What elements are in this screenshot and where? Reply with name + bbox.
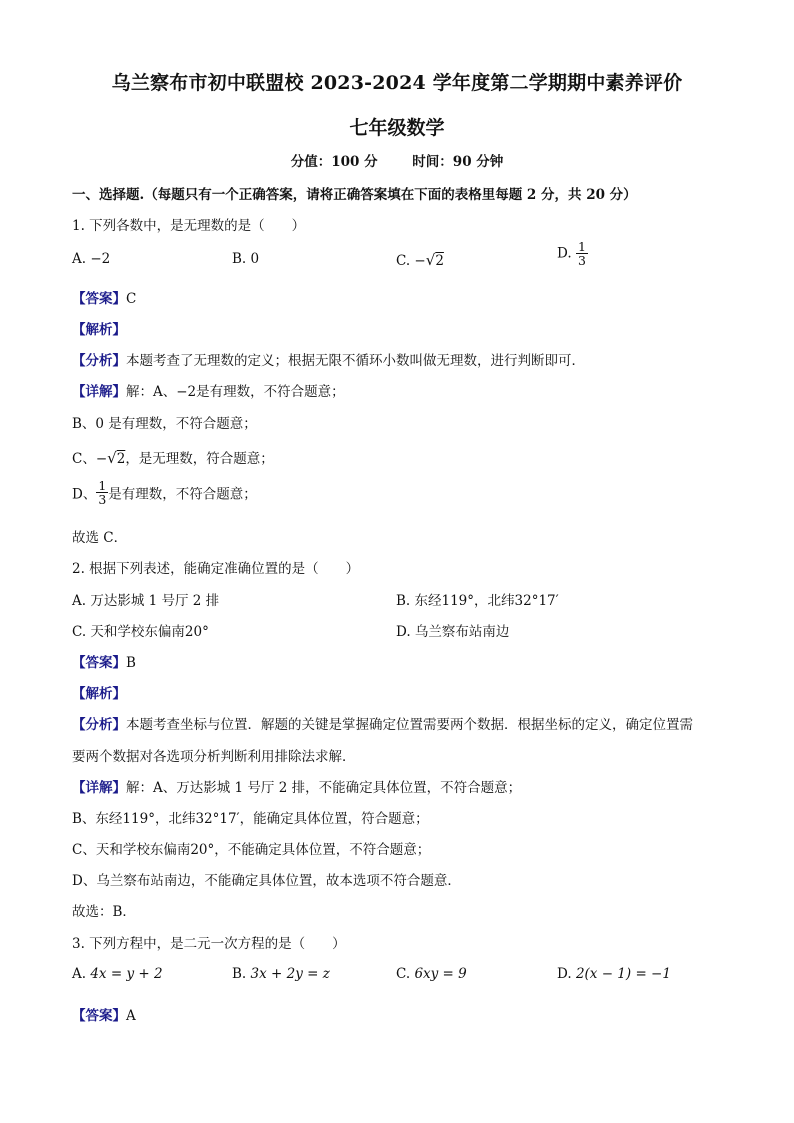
detail-d-prefix: D、 bbox=[72, 486, 97, 503]
detail-c-prefix: C、− bbox=[72, 451, 108, 467]
q1-option-c-prefix: C. − bbox=[396, 253, 426, 269]
option-label: B. bbox=[232, 966, 247, 982]
exam-subtitle: 七年级数学 bbox=[349, 117, 445, 139]
q3-option-c bbox=[396, 966, 467, 982]
q1-answer bbox=[72, 287, 136, 307]
q2-detail-a bbox=[72, 776, 521, 796]
fenxi-tag: 【分析】 bbox=[72, 353, 126, 369]
q3-option-d bbox=[557, 966, 671, 982]
q1-option-c: C. −√2 bbox=[396, 251, 444, 269]
time-text: 时间：90 分钟 bbox=[412, 154, 504, 170]
detail-text: 解：A、−2是有理数，不符合题意； bbox=[126, 384, 345, 400]
q2-analysis-tag bbox=[72, 682, 126, 702]
q1-option-d bbox=[557, 240, 588, 267]
answer-value: A bbox=[126, 1008, 136, 1024]
analysis-tag: 【解析】 bbox=[72, 686, 126, 702]
q1-stem: 1. 下列各数中，是无理数的是（ ） bbox=[72, 218, 306, 234]
detail-text: 解：A、万达影城 1 号厅 2 排，不能确定具体位置，不符合题意； bbox=[126, 780, 522, 796]
option-label: C. bbox=[396, 966, 411, 982]
q3-answer bbox=[72, 1004, 136, 1024]
q3-stem: 3. 下列方程中，是二元一次方程的是（ ） bbox=[72, 936, 346, 952]
q1-option-d-fraction bbox=[576, 240, 588, 267]
analysis-tag: 【解析】 bbox=[72, 322, 126, 338]
answer-tag: 【答案】 bbox=[72, 1008, 126, 1024]
q2-option-c: C. 天和学校东偏南20° bbox=[72, 624, 209, 640]
q1-detail-b: B、0 是有理数，不符合题意； bbox=[72, 416, 257, 432]
q2-detail-d: D、乌兰察布站南边，不能确定具体位置，故本选项不符合题意． bbox=[72, 873, 461, 889]
fraction-denominator: 3 bbox=[98, 492, 107, 508]
q1-analysis-tag bbox=[72, 318, 126, 338]
answer-tag: 【答案】 bbox=[72, 291, 126, 307]
q1-option-b: B. 0 bbox=[232, 251, 260, 267]
score-text: 分值：100 分 bbox=[290, 154, 378, 170]
exam-title: 乌兰察布市初中联盟校 2023-2024 学年度第二学期期中素养评价 bbox=[111, 72, 683, 94]
detail-tag: 【详解】 bbox=[72, 780, 126, 796]
option-label: A. bbox=[72, 966, 87, 982]
fenxi-tag: 【分析】 bbox=[72, 717, 126, 733]
exam-meta bbox=[0, 150, 794, 170]
q2-conclusion: 故选：B． bbox=[72, 904, 136, 920]
q2-fenxi-2: 要两个数据对各选项分析判断利用排除法求解． bbox=[72, 749, 356, 765]
q1-option-d-label: D. bbox=[557, 245, 572, 262]
detail-c-radicand: 2 bbox=[116, 451, 126, 467]
fenxi-text: 本题考查了无理数的定义；根据无限不循环小数叫做无理数，进行判断即可． bbox=[126, 353, 585, 369]
q1-detail-a bbox=[72, 380, 345, 400]
q2-detail-c: C、天和学校东偏南20°，不能确定具体位置，不符合题意； bbox=[72, 842, 431, 858]
q2-detail-b: B、东经119°，北纬32°17′，能确定具体位置，符合题意； bbox=[72, 811, 429, 827]
fraction-numerator: 1 bbox=[98, 478, 107, 493]
q1-option-c-radicand: 2 bbox=[435, 253, 444, 269]
section-heading: 一、选择题.（每题只有一个正确答案，请将正确答案填在下面的表格里每题 2 分，共 20 分） bbox=[72, 187, 637, 203]
q1-detail-d bbox=[72, 479, 257, 506]
q2-stem: 2. 根据下列表述，能确定准确位置的是（ ） bbox=[72, 561, 360, 577]
q2-option-a: A. 万达影城 1 号厅 2 排 bbox=[72, 593, 220, 609]
answer-value: B bbox=[126, 655, 136, 671]
q2-answer bbox=[72, 651, 136, 671]
fenxi-text: 本题考查坐标与位置．解题的关键是掌握确定位置需要两个数据．根据坐标的定义，确定位置需 bbox=[126, 717, 693, 733]
fraction-numerator: 1 bbox=[577, 239, 586, 254]
q3-option-b bbox=[232, 966, 330, 982]
q1-conclusion: 故选 C． bbox=[72, 530, 128, 546]
q2-option-b: B. 东经119°，北纬32°17′ bbox=[396, 593, 559, 609]
detail-c-suffix: ，是无理数，符合题意； bbox=[125, 451, 274, 467]
fraction-denominator: 3 bbox=[577, 253, 586, 269]
answer-value: C bbox=[126, 291, 137, 307]
q1-fenxi bbox=[72, 349, 585, 369]
option-equation: 3x + 2y = z bbox=[250, 966, 330, 982]
q1-detail-c: C、−√2，是无理数，符合题意； bbox=[72, 449, 274, 467]
option-equation: 4x = y + 2 bbox=[90, 966, 163, 982]
option-equation: 6xy = 9 bbox=[414, 966, 467, 982]
q3-option-a bbox=[72, 966, 163, 982]
detail-d-suffix: 是有理数，不符合题意； bbox=[108, 486, 257, 503]
detail-tag: 【详解】 bbox=[72, 384, 126, 400]
option-label: D. bbox=[557, 966, 572, 982]
q1-option-a: A. −2 bbox=[72, 251, 111, 267]
option-equation: 2(x − 1) = −1 bbox=[575, 966, 671, 982]
q2-option-d: D. 乌兰察布站南边 bbox=[396, 624, 510, 640]
q2-fenxi-1 bbox=[72, 713, 693, 733]
detail-d-fraction bbox=[96, 479, 108, 506]
answer-tag: 【答案】 bbox=[72, 655, 126, 671]
